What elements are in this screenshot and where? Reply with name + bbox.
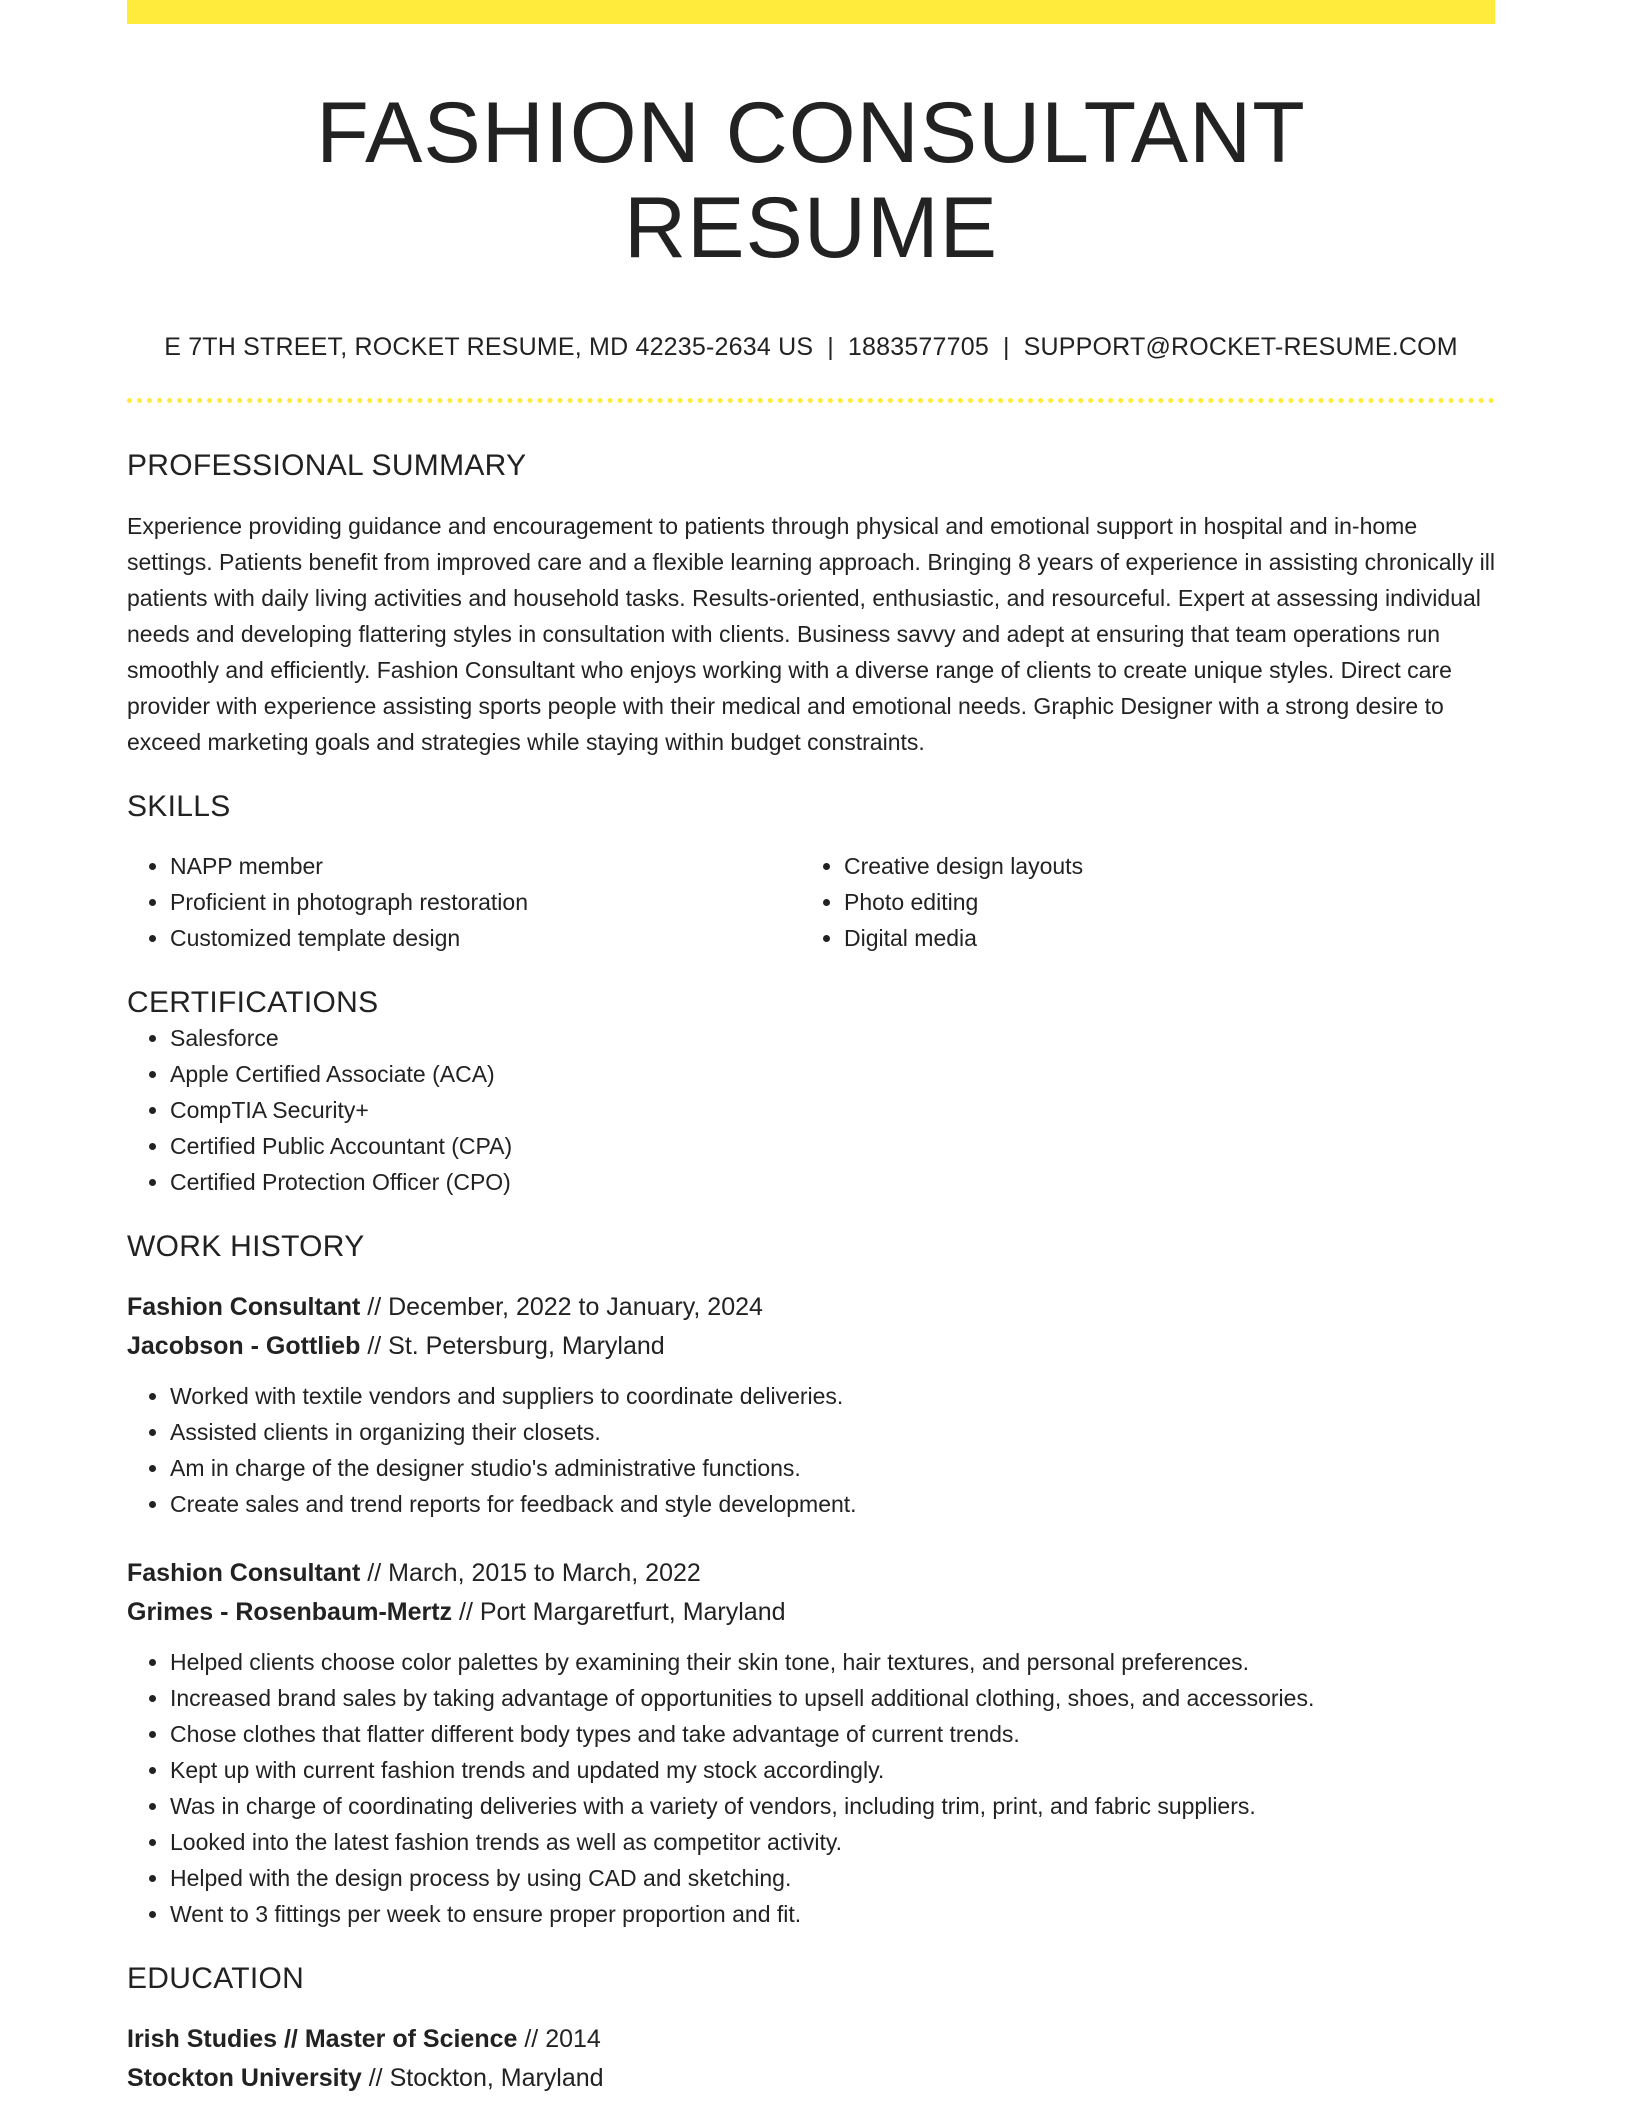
skill-item: • Customized template design <box>170 920 801 956</box>
job-duty: • Increased brand sales by taking advantage of opportunities to upsell additional clothing, shoes, and accessories. <box>170 1680 1495 1716</box>
job-location: // St. Petersburg, Maryland <box>367 1332 665 1361</box>
job-company-line <box>127 1327 1495 1366</box>
education-degree: Irish Studies // Master of Science <box>127 2025 518 2054</box>
skill-item: • Photo editing <box>844 884 1475 920</box>
education-school-line <box>127 2059 1495 2098</box>
certification-item: • Apple Certified Associate (ACA) <box>170 1056 1495 1092</box>
job-dates: // March, 2015 to March, 2022 <box>367 1559 701 1588</box>
certification-item: • Certified Protection Officer (CPO) <box>170 1164 1495 1200</box>
skills-list-left <box>127 848 801 956</box>
summary-paragraph: Experience providing guidance and encouragement to patients through physical and emotional support in hospital and in-home settings. Patients benefit from improved care and a flexible learning approach. Bringing 8 years of experience in assisting chronically ill patients with daily living activities and household tasks. Results-oriented, enthusiastic, and resourceful. Expert at assessing individual needs and developing flattering styles in consultation with clients. Business savvy and adept at ensuring that team operations run smoothly and efficiently. Fashion Consultant who enjoys working with a diverse range of clients to create unique styles. Direct care provider with experience assisting sports people with their medical and emotional needs. Graphic Designer with a strong desire to exceed marketing goals and strategies while staying within budget constraints. <box>127 513 1495 756</box>
skill-item: • Creative design layouts <box>844 848 1475 884</box>
job-company: Jacobson - Gottlieb <box>127 1332 361 1361</box>
certification-item: • CompTIA Security+ <box>170 1092 1495 1128</box>
job-duties-list <box>127 1378 1495 1522</box>
education-year: // 2014 <box>524 2025 601 2054</box>
contact-email: SUPPORT@ROCKET-RESUME.COM <box>1023 333 1458 362</box>
section-heading-education: EDUCATION <box>127 1962 305 1996</box>
certifications-list <box>127 1020 1495 1200</box>
education-school: Stockton University <box>127 2064 362 2093</box>
job-duty: • Create sales and trend reports for feedback and style development. <box>170 1486 1495 1522</box>
skill-item: • NAPP member <box>170 848 801 884</box>
education-degree-line <box>127 2020 1495 2059</box>
job-duty: • Helped with the design process by using CAD and sketching. <box>170 1860 1495 1896</box>
contact-line <box>127 333 1495 362</box>
section-heading-certifications: CERTIFICATIONS <box>127 986 379 1020</box>
job-duty: • Am in charge of the designer studio's administrative functions. <box>170 1450 1495 1486</box>
skills-column-right <box>801 848 1475 956</box>
header-divider <box>127 398 1495 403</box>
education-location: // Stockton, Maryland <box>368 2064 604 2093</box>
job-duty: • Worked with textile vendors and suppliers to coordinate deliveries. <box>170 1378 1495 1414</box>
skill-item: • Proficient in photograph restoration <box>170 884 801 920</box>
job-duties-list <box>127 1644 1495 1932</box>
job-entry <box>127 1288 1495 1522</box>
job-company-line <box>127 1593 1495 1632</box>
skills-list-right <box>801 848 1475 956</box>
contact-address: E 7TH STREET, ROCKET RESUME, MD 42235-2634 US <box>164 333 814 362</box>
top-accent-bar <box>127 0 1495 24</box>
certification-item: • Certified Public Accountant (CPA) <box>170 1128 1495 1164</box>
job-duty: • Looked into the latest fashion trends as well as competitor activity. <box>170 1824 1495 1860</box>
job-entry <box>127 1554 1495 1932</box>
job-duty: • Kept up with current fashion trends and updated my stock accordingly. <box>170 1752 1495 1788</box>
job-duty: • Was in charge of coordinating deliveries with a variety of vendors, including trim, print, and fabric suppliers. <box>170 1788 1495 1824</box>
education-entry <box>127 2020 1495 2098</box>
job-duty: • Assisted clients in organizing their closets. <box>170 1414 1495 1450</box>
job-title: Fashion Consultant <box>127 1559 361 1588</box>
resume-page <box>127 0 1495 2098</box>
contact-separator: | <box>1002 333 1010 362</box>
job-title-line <box>127 1288 1495 1327</box>
resume-title: FASHION CONSULTANT RESUME <box>316 85 1306 276</box>
skills-column-left <box>127 848 801 956</box>
contact-phone: 1883577705 <box>847 333 989 362</box>
section-heading-summary: PROFESSIONAL SUMMARY <box>127 449 527 483</box>
job-duty: • Chose clothes that flatter different body types and take advantage of current trends. <box>170 1716 1495 1752</box>
job-title: Fashion Consultant <box>127 1293 361 1322</box>
contact-separator: | <box>827 333 834 362</box>
job-location: // Port Margaretfurt, Maryland <box>459 1598 786 1627</box>
skill-item: • Digital media <box>844 920 1475 956</box>
job-title-line <box>127 1554 1495 1593</box>
job-company: Grimes - Rosenbaum-Mertz <box>127 1598 453 1627</box>
job-duty: • Helped clients choose color palettes by examining their skin tone, hair textures, and personal preferences. <box>170 1644 1495 1680</box>
section-heading-work-history: WORK HISTORY <box>127 1230 365 1264</box>
certification-item: • Salesforce <box>170 1020 1495 1056</box>
job-duty: • Went to 3 fittings per week to ensure proper proportion and fit. <box>170 1896 1495 1932</box>
job-dates: // December, 2022 to January, 2024 <box>367 1293 763 1322</box>
skills-grid <box>127 848 1495 956</box>
section-heading-skills: SKILLS <box>127 790 231 824</box>
